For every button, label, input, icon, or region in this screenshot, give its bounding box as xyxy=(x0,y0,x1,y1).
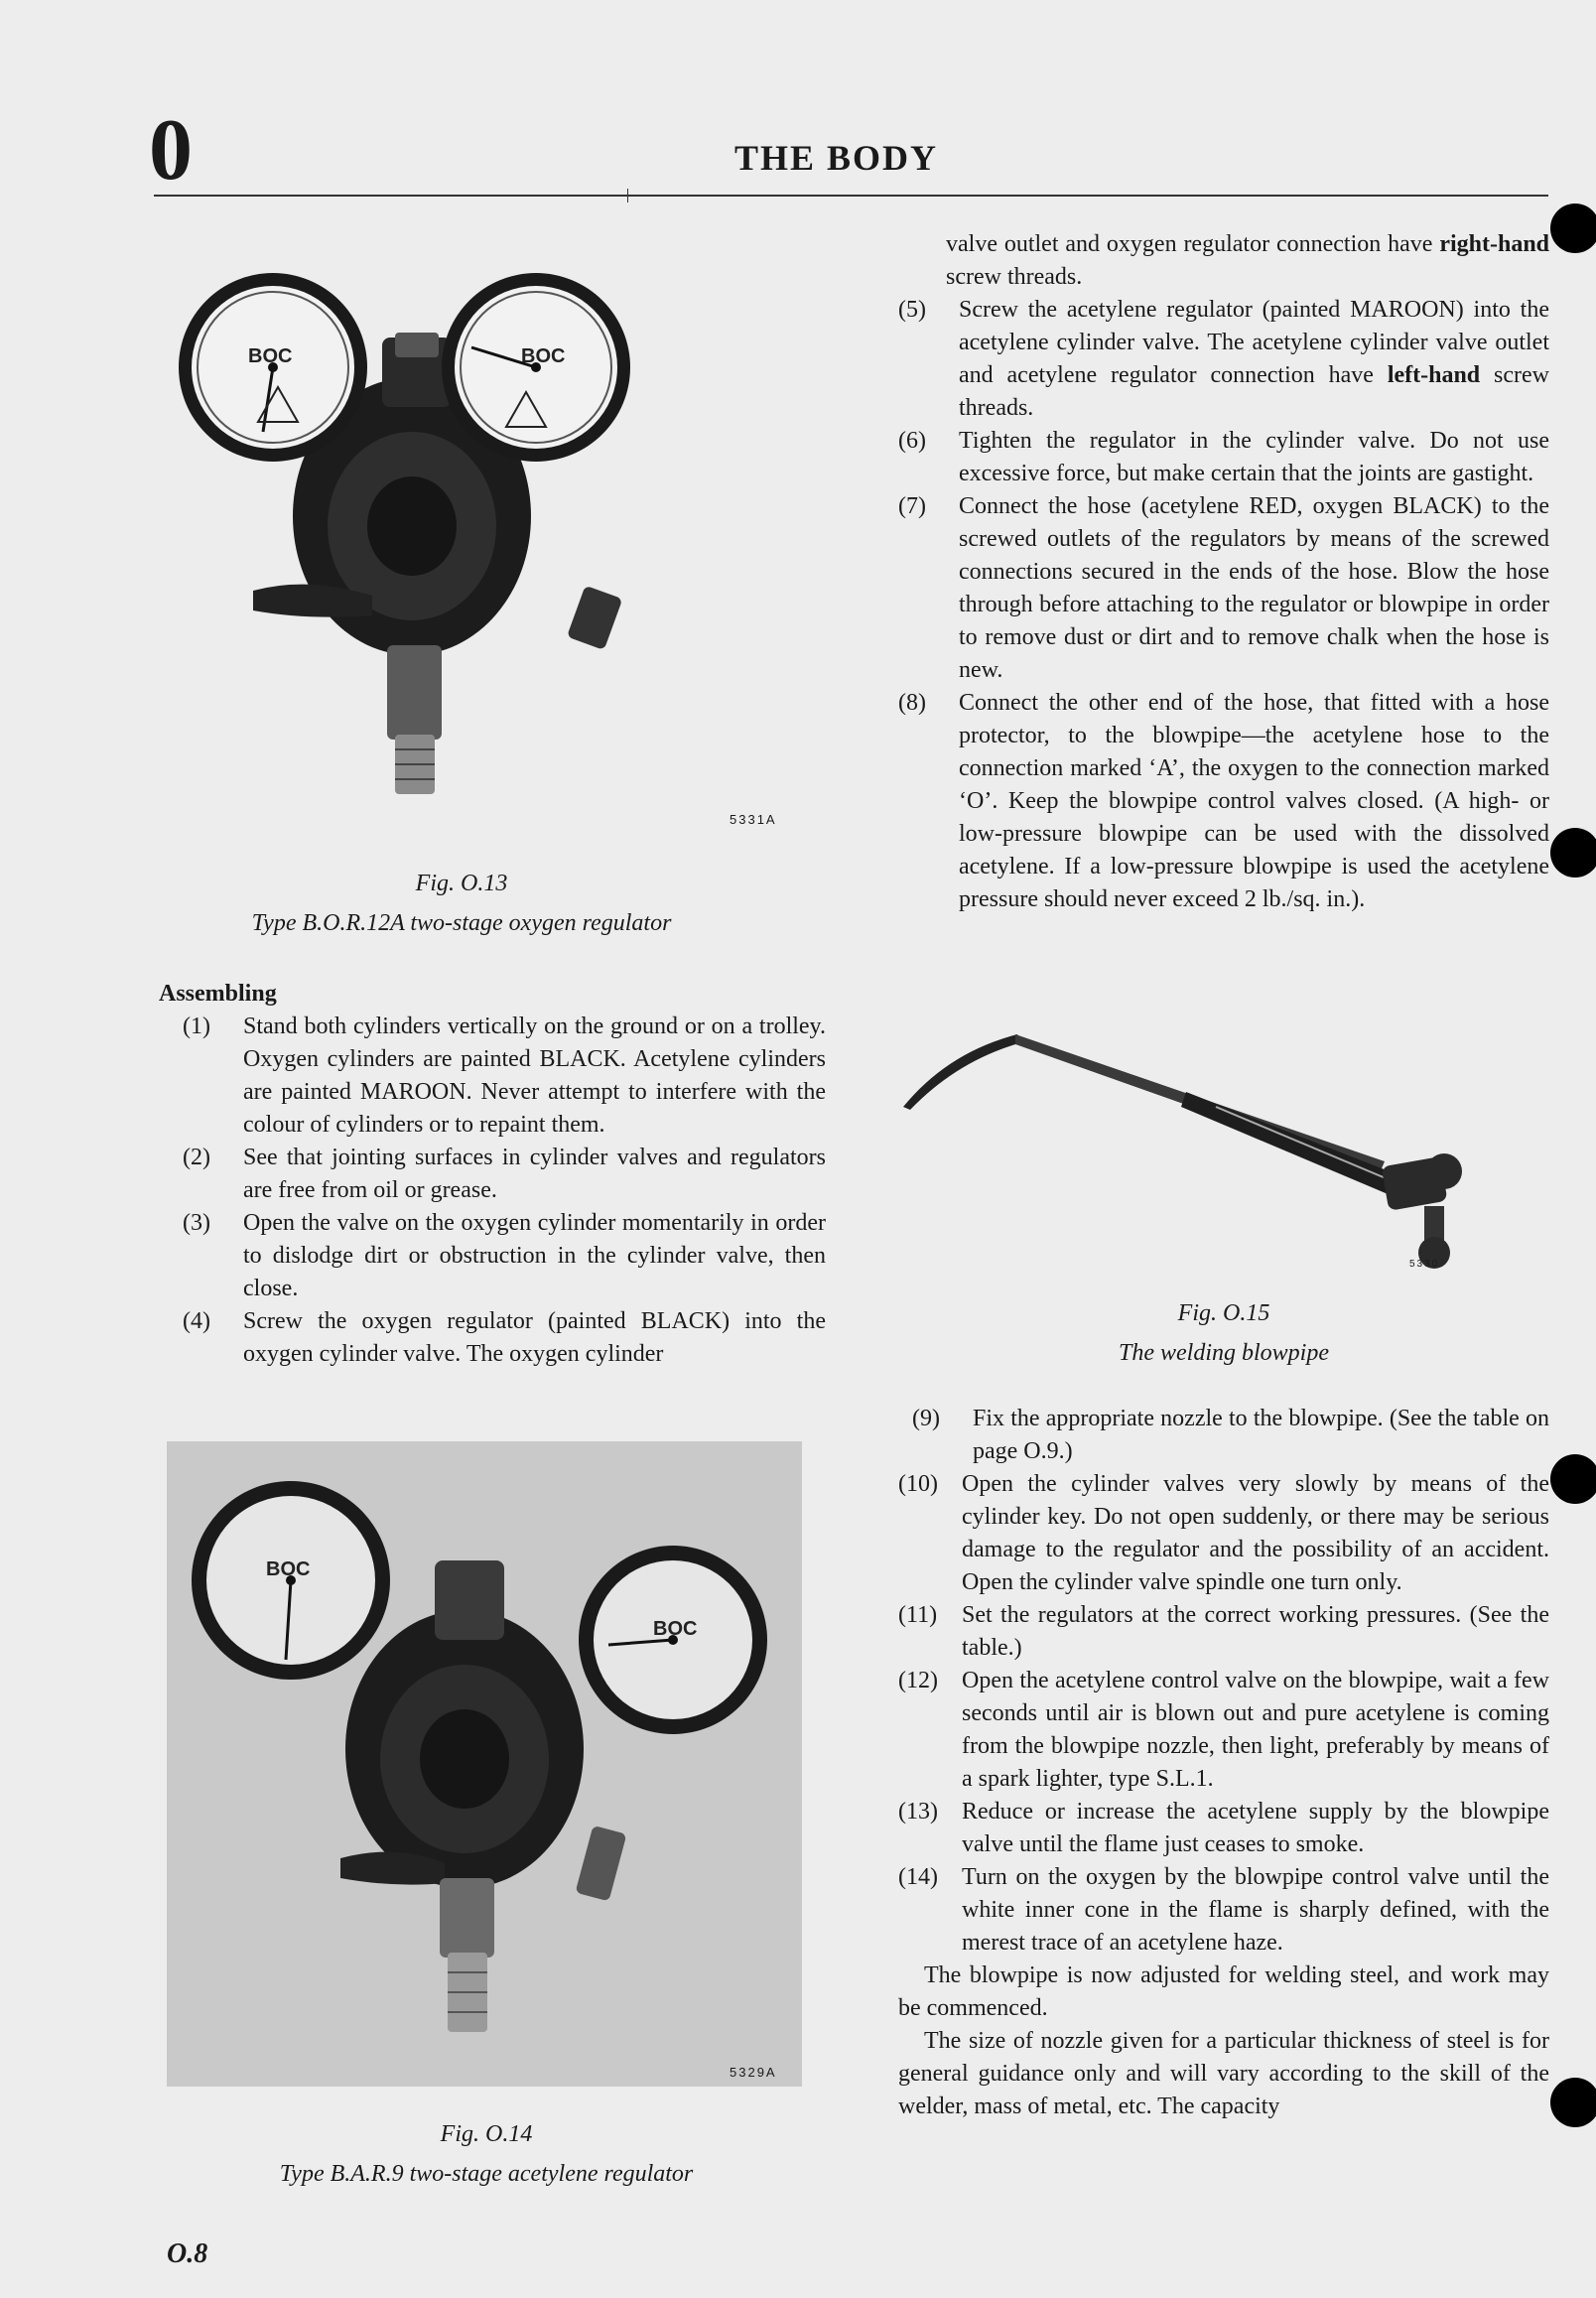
continuation-text: valve outlet and oxygen regulator connection have right-hand screw threads. xyxy=(946,231,1550,290)
list-item: (5) Screw the acetylene regulator (painted MAROON) into the acetylene cylinder valve. The acetylene cylinder valve outlet and acetylene regulator connection have left-hand screw threads. xyxy=(898,294,1549,425)
svg-text:BOC: BOC xyxy=(653,1618,698,1640)
item-number: (4) xyxy=(183,1308,210,1334)
list-item: (13) Reduce or increase the acetylene supply by the blowpipe valve until the flame just ceases to smoke. xyxy=(898,1796,1549,1861)
acetylene-regulator-figure xyxy=(167,1441,802,2087)
punch-hole xyxy=(1550,2078,1596,2127)
right-column-top xyxy=(898,228,1549,916)
item-text: See that jointing surfaces in cylinder valves and regulators are free from oil or grease. xyxy=(243,1145,826,1203)
closing-paragraph: The blowpipe is now adjusted for welding steel, and work may be commenced. xyxy=(898,1962,1549,2021)
punch-hole xyxy=(1550,828,1596,878)
figure-caption: The welding blowpipe xyxy=(1119,1340,1329,1366)
figure-number: Fig. O.15 xyxy=(1177,1300,1270,1326)
item-number: (1) xyxy=(183,1014,210,1039)
item-number: (10) xyxy=(898,1471,938,1497)
oxygen-regulator-photo xyxy=(159,238,675,834)
svg-text:BOC: BOC xyxy=(248,345,293,367)
welding-blowpipe-figure xyxy=(888,1022,1553,1290)
welding-blowpipe-drawing xyxy=(888,1022,1553,1290)
header-tick xyxy=(627,189,628,203)
assembling-section xyxy=(159,978,826,1371)
item-number: (11) xyxy=(898,1602,938,1628)
list-item xyxy=(183,1207,826,1305)
list-item: (7) Connect the hose (acetylene RED, oxygen BLACK) to the screwed outlets of the regulators by means of the screwed connections secured in the ends of the hose. Blow the hose through before attaching to the regulator or blowpipe in order to remove dust or dirt and to remove chalk when the hose is new. xyxy=(898,490,1549,687)
section-heading: Assembling xyxy=(159,981,277,1007)
list-item xyxy=(183,1305,826,1371)
item-number: (12) xyxy=(898,1668,938,1693)
list-item: (6) Tighten the regulator in the cylinder valve. Do not use excessive force, but make certain that the joints are gastight. xyxy=(898,425,1549,490)
item-number: (2) xyxy=(183,1145,210,1170)
item-number: (6) xyxy=(898,428,926,454)
list-item: (12) Open the acetylene control valve on the blowpipe, wait a few seconds until air is blown out and pure acetylene is coming from the blowpipe nozzle, then light, preferably by means of a spark lighter, type S.L.1. xyxy=(898,1665,1549,1796)
punch-hole xyxy=(1550,203,1596,253)
closing-paragraph: The size of nozzle given for a particular thickness of steel is for general guidance only and will vary according to the skill of the welder, mass of metal, etc. The capacity xyxy=(898,2028,1549,2119)
figure-code: 5331A xyxy=(730,812,777,827)
punch-hole xyxy=(1550,1454,1596,1504)
figure-caption: Type B.O.R.12A two-stage oxygen regulator xyxy=(251,910,672,936)
page-title: THE BODY xyxy=(734,138,939,178)
item-number: (7) xyxy=(898,493,926,519)
list-item: (8) Connect the other end of the hose, that fitted with a hose protector, to the blowpipe—the acetylene hose to the connection marked ‘A’, the oxygen to the connection marked ‘O’. Keep the blowpipe control valves closed. (A high- or low-pressure blowpipe can be used with the dissolved acetylene. If a low-pressure blowpipe is used the acetylene pressure should never exceed 2 lb./sq. in.). xyxy=(898,687,1549,916)
figure-number: Fig. O.14 xyxy=(440,2121,533,2147)
figure-number: Fig. O.13 xyxy=(415,871,508,896)
item-text: Screw the oxygen regulator (painted BLACK) into the oxygen cylinder valve. The oxygen cylinder xyxy=(243,1308,826,1367)
svg-text:BOC: BOC xyxy=(266,1558,311,1580)
figure-code: 5330 xyxy=(1409,1259,1440,1270)
list-item: (10) Open the cylinder valves very slowly by means of the cylinder key. Do not open suddenly, or there may be serious damage to the regulator and the possibility of an accident. Open the cylinder valve spindle one turn only. xyxy=(898,1468,1549,1599)
list-item: (14) Turn on the oxygen by the blowpipe control valve until the white inner cone in the flame is sharply defined, with the merest trace of an acetylene haze. xyxy=(898,1861,1549,1960)
svg-text:BOC: BOC xyxy=(521,345,566,367)
header-rule xyxy=(154,195,1548,197)
item-number: (3) xyxy=(183,1210,210,1236)
right-column-bottom xyxy=(898,1403,1549,2123)
list-item xyxy=(183,1011,826,1142)
item-number: (5) xyxy=(898,297,926,323)
item-text: Open the valve on the oxygen cylinder momentarily in order to dislodge dirt or obstruction in the cylinder valve, then close. xyxy=(243,1210,826,1301)
item-number: (8) xyxy=(898,690,926,716)
acetylene-regulator-photo xyxy=(167,1441,802,2087)
figure-caption: Type B.A.R.9 two-stage acetylene regulator xyxy=(279,2161,694,2187)
item-text: Stand both cylinders vertically on the ground or on a trolley. Oxygen cylinders are painted BLACK. Acetylene cylinders are painted MAROON. Never attempt to interfere with the colour of cylinders or to repaint them. xyxy=(243,1014,826,1138)
page-number: O.8 xyxy=(167,2238,208,2269)
item-number: (14) xyxy=(898,1864,938,1890)
item-number: (9) xyxy=(912,1406,940,1431)
list-item xyxy=(183,1142,826,1207)
list-item: (11) Set the regulators at the correct working pressures. (See the table.) xyxy=(898,1599,1549,1665)
figure-code: 5329A xyxy=(730,2065,777,2080)
section-letter: 0 xyxy=(149,102,193,199)
list-item: (9) Fix the appropriate nozzle to the blowpipe. (See the table on page O.9.) xyxy=(912,1403,1549,1468)
item-number: (13) xyxy=(898,1799,938,1825)
oxygen-regulator-figure xyxy=(159,238,675,834)
